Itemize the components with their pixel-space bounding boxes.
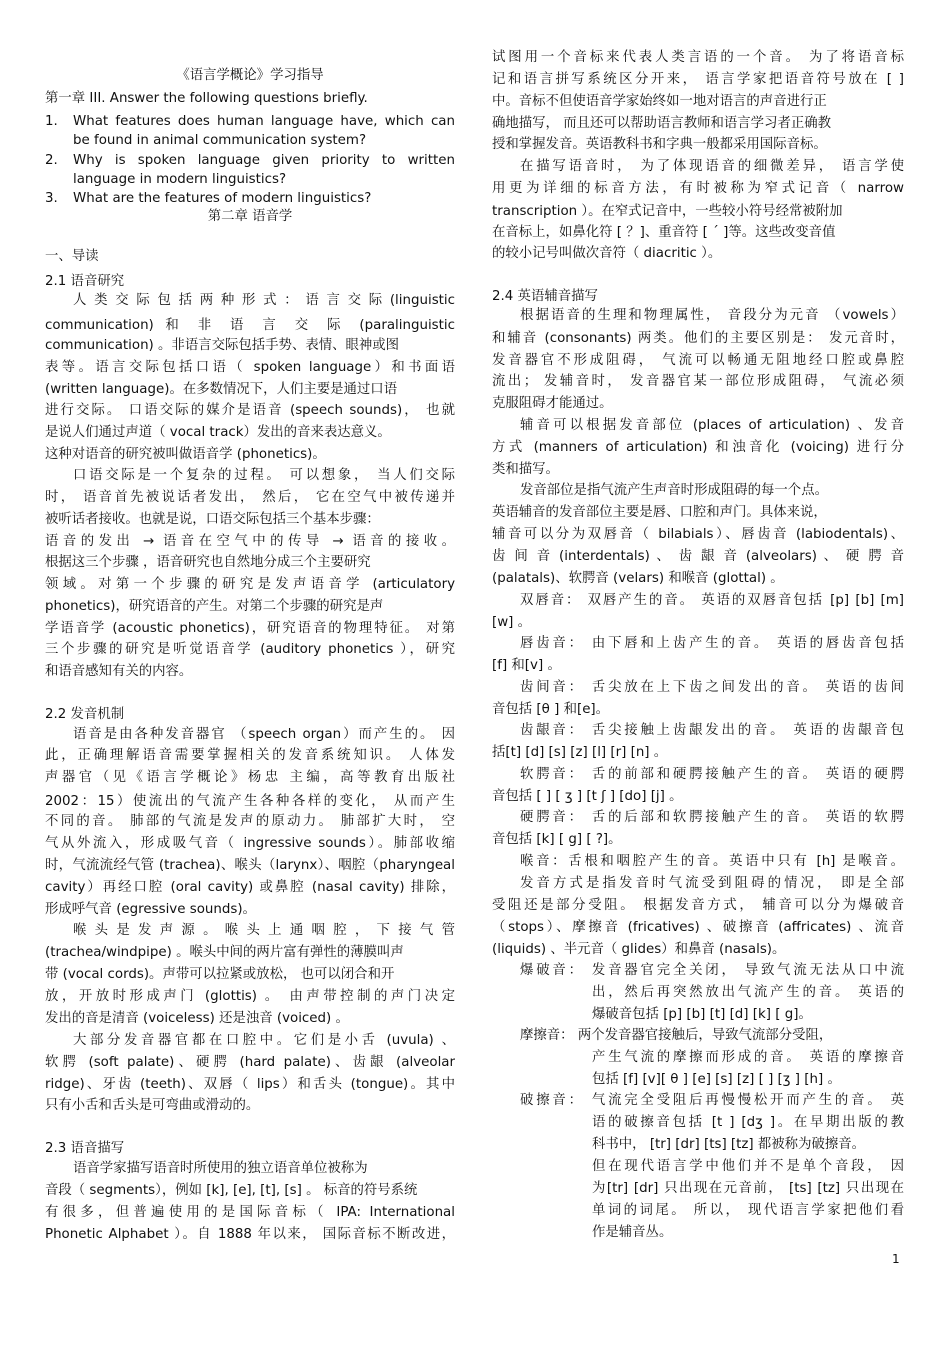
- line-text: 破擦音： 气流完全受阻后再慢慢松开而产生的音。 英: [520, 1093, 904, 1108]
- line-text: 用更为详细的标音方法，有时被称为窄式记音（ narrow: [492, 181, 904, 196]
- line-text: 表等。语言交际包括口语（ spoken language）和书面语: [45, 360, 455, 375]
- text-line: [45, 446, 455, 464]
- text-line: [45, 90, 455, 108]
- line-text: 《语言学概论》学习指导: [176, 68, 324, 83]
- line-text: 此，正确理解语音需要掌握相关的发音系统知识。 人体发: [45, 748, 455, 763]
- line-text: 括[t] [d] [s] [z] [l] [r] [n] 。: [492, 745, 668, 760]
- text-line: [492, 1136, 904, 1154]
- line-text: 学语音学 (acoustic phonetics)，研究语音的物理特征。 对第: [45, 621, 455, 636]
- line-text: 音段（ segments），例如 [k], [e], [t], [s] 。 标音的符号系统: [45, 1183, 418, 1198]
- list-number: 1.: [45, 114, 58, 129]
- text-line: [45, 1182, 455, 1200]
- text-line: [492, 701, 904, 719]
- line-text: 音包括 [θ ] 和[e]。: [492, 702, 610, 717]
- line-text: 类和描写。: [492, 462, 559, 477]
- text-line: [492, 482, 904, 500]
- page-number: 1: [892, 1252, 900, 1266]
- line-text: 摩擦音： 两个发音器官接触后，导致气流部分受阻，: [520, 1028, 833, 1043]
- text-line: [45, 663, 455, 681]
- text-line: [492, 1202, 904, 1220]
- line-text: (palatals)、软腭音 (velars) 和喉音 (glottal) 。: [492, 571, 784, 586]
- text-line: [492, 592, 904, 610]
- line-text: 齿间音： 舌尖放在上下齿之间发出的音。 英语的齿间: [520, 680, 904, 695]
- text-line: [492, 307, 904, 325]
- line-text: (trachea/windpipe) 。喉头中间的两片富有弹性的薄膜叫声: [45, 945, 404, 960]
- text-line: [45, 1032, 455, 1050]
- text-line: [45, 1160, 455, 1178]
- line-text: 发音方式是指发音时气流受到阻碍的情况， 即是全部: [520, 876, 904, 891]
- text-line: [492, 657, 904, 675]
- text-line: [45, 922, 455, 940]
- line-text: 有很多，但普遍使用的是国际音标（ IPA: International: [45, 1205, 455, 1220]
- text-line: [45, 511, 455, 529]
- line-text: 爆破音包括 [p] [b] [t] [d] [k] [ g]。: [592, 1007, 812, 1022]
- text-line: [492, 158, 904, 176]
- line-text: 人 类 交 际 包 括 两 种 形 式 ： 语 言 交 际 (linguistic: [73, 293, 455, 308]
- text-line: [492, 504, 904, 522]
- text-line: [45, 1204, 455, 1222]
- text-line: [492, 1180, 904, 1198]
- text-line: [45, 726, 455, 744]
- text-line: [492, 744, 904, 762]
- line-text: 根据语音的生理和物理属性， 音段分为元音 （vowels）: [520, 308, 904, 323]
- line-text: 和语音感知有关的内容。: [45, 664, 193, 679]
- text-line: [492, 1158, 904, 1176]
- text-line: [492, 93, 904, 111]
- line-text: Phonetic Alphabet ）。自 1888 年以来， 国际音标不断改进，: [45, 1227, 455, 1242]
- line-text: 气从外流入，形成吸气音（ ingressive sounds）。肺部收缩: [45, 836, 455, 851]
- line-text: communication) 。非语言交际包括手势、表情、眼神或图: [45, 338, 400, 353]
- line-text: 语音是由各种发音器官 （speech organ）而产生的。 因: [73, 727, 455, 742]
- line-text: 放，开放时形成声门 (glottis) 。 由声带控制的声门决定: [45, 989, 455, 1004]
- line-text: 不同的音。 肺部的气流是发声的原动力。 肺部扩大时， 空: [45, 814, 455, 829]
- text-line: [492, 809, 904, 827]
- text-line: [492, 941, 904, 959]
- line-text: 科书中， [tr] [dr] [ts] [tz] 都被称为破擦音。: [592, 1137, 866, 1152]
- text-line: [45, 554, 455, 572]
- text-line: [45, 835, 455, 853]
- text-line: [492, 288, 904, 306]
- text-line: [45, 1226, 455, 1244]
- text-line: [492, 180, 904, 198]
- line-text: 确地描写， 而且还可以帮助语言教师和语言学习者正确教: [492, 116, 832, 131]
- line-text: 试图用一个音标来代表人类言语的一个音。 为了将语音标: [492, 50, 904, 65]
- line-text: 是说人们通过声道（ vocal track）发出的音来表达意义。: [45, 425, 391, 440]
- text-line: [492, 1092, 904, 1110]
- line-text: 在描写语音时， 为了体现语音的细微差异， 语言学使: [520, 159, 904, 174]
- line-text: 发音部位是指气流产生声音时形成阻碍的每一个点。: [520, 483, 828, 498]
- line-text: 时，气流流经气管 (trachea)、喉头（larynx）、咽腔（pharyngeal: [45, 858, 455, 873]
- text-line: [492, 136, 904, 154]
- line-text: 齿龈音： 舌尖接触上齿龈发出的音。 英语的齿龈音包: [520, 723, 904, 738]
- text-line: [492, 330, 904, 348]
- text-line: [492, 203, 904, 221]
- text-line: [45, 132, 455, 150]
- text-line: [45, 317, 455, 335]
- text-line: [492, 679, 904, 697]
- line-text: 为[tr] [dr] 只出现在元音前， [ts] [tz] 只出现在: [592, 1181, 904, 1196]
- line-text: 记和语言拼写系统区分开来， 语言学家把语音符号放在 [ ]: [492, 72, 904, 87]
- text-line: [45, 620, 455, 638]
- text-line: [45, 793, 455, 811]
- line-text: 2.1 语音研究: [45, 274, 125, 289]
- line-text: (written language)。在多数情况下，人们主要是通过口语: [45, 382, 398, 397]
- line-text: transcription ）。在窄式记音中，一些较小符号经常被附加: [492, 204, 843, 219]
- text-line: [492, 352, 904, 370]
- line-text: 齿 间 音 (interdentals) 、 齿 龈 音 (alveolars) 、 硬 腭 音: [492, 549, 904, 564]
- list-number: 3.: [45, 191, 58, 206]
- text-line: [45, 576, 455, 594]
- line-text: 方式 (manners of articulation) 和浊音化 (voicing) 进行分: [492, 440, 904, 455]
- line-text: 语音学家描写语音时所使用的独立语音单位被称为: [73, 1161, 368, 1176]
- text-line: [492, 635, 904, 653]
- line-text: 2.3 语音描写: [45, 1141, 125, 1156]
- line-text: 音包括 [ ] [ ʒ ] [t ʃ ] [do] [j] 。: [492, 789, 683, 804]
- text-line: [45, 489, 455, 507]
- line-text: 喉 头 是 发 声 源 。 喉 头 上 通 咽 腔 ， 下 接 气 管: [73, 923, 455, 938]
- line-text: Why is spoken language given priority to written: [73, 153, 455, 168]
- text-line: [45, 813, 455, 831]
- line-text: (liquids) 、半元音（ glides）和鼻音 (nasals)。: [492, 942, 786, 957]
- text-line: [492, 875, 904, 893]
- line-text: 2.4 英语辅音描写: [492, 289, 598, 304]
- line-text: 中。音标不但使语音学家始终如一地对语言的声音进行正: [492, 94, 827, 109]
- text-line: [492, 373, 904, 391]
- line-text: 声器官（见《语言学概论》杨忠 主编，高等教育出版社: [45, 770, 455, 785]
- text-line: [45, 641, 455, 659]
- line-text: 口语交际是一个复杂的过程。 可以想象， 当人们交际: [73, 468, 455, 483]
- text-line: [45, 381, 455, 399]
- text-line: [492, 461, 904, 479]
- line-text: 三个步骤的研究是听觉语音学 (auditory phonetics ），研究: [45, 642, 455, 657]
- line-text: 第二章 语音学: [207, 209, 293, 224]
- text-line: [492, 1027, 904, 1045]
- line-text: 爆破音： 发音器官完全关闭， 导致气流无法从口中流: [520, 963, 904, 978]
- text-line: [45, 988, 455, 1006]
- text-line: [492, 1071, 904, 1089]
- text-line: [492, 1224, 904, 1242]
- text-line: [45, 747, 455, 765]
- text-line: [45, 598, 455, 616]
- line-text: 软腭 (soft palate)、硬腭 (hard palate)、齿龈 (alveolar: [45, 1055, 455, 1070]
- line-text: [w] 。: [492, 615, 532, 630]
- line-text: ridge)、牙齿 (teeth)、双唇（ lips）和舌头 (tongue)。其中: [45, 1077, 455, 1092]
- line-text: What are the features of modern linguistics?: [73, 191, 372, 206]
- text-line: [492, 526, 904, 544]
- line-text: 唇齿音： 由下唇和上齿产生的音。 英语的唇齿音包括: [520, 636, 904, 651]
- line-text: 出，然后再突然放出气流产生的音。 英语的: [592, 985, 904, 1000]
- text-line: [45, 1097, 455, 1115]
- text-line: [492, 548, 904, 566]
- line-text: 发出的音是清音 (voiceless) 还是浊音 (voiced) 。: [45, 1011, 349, 1026]
- line-text: 被听话者接收。也就是说，口语交际包括三个基本步骤：: [45, 512, 380, 527]
- line-text: 语的破擦音包括 [t ] [dʒ ]。在早期出版的教: [592, 1115, 904, 1130]
- line-text: What features does human language have, which can: [73, 114, 455, 129]
- line-text: （stops）、摩擦音 (fricatives) 、破擦音 (affricates) 、流音: [492, 920, 904, 935]
- text-line: [492, 1049, 904, 1067]
- text-line: [492, 395, 904, 413]
- text-line: [45, 879, 455, 897]
- line-text: 作是辅音丛。: [592, 1225, 673, 1240]
- line-text: 只有小舌和舌头是可弯曲或滑动的。: [45, 1098, 260, 1113]
- line-text: 但在现代语言学中他们并不是单个音段， 因: [592, 1159, 904, 1174]
- line-text: 根据这三个步骤 ，语音研究也自然地分成三个主要研究: [45, 555, 371, 570]
- text-line: [492, 919, 904, 937]
- text-line: [492, 245, 904, 263]
- line-text: 形成呼气音 (egressive sounds)。: [45, 902, 256, 917]
- line-text: 软腭音： 舌的前部和硬腭接触产生的音。 英语的硬腭: [520, 767, 904, 782]
- line-text: 这种对语音的研究被叫做语音学 (phonetics)。: [45, 447, 326, 462]
- text-line: [492, 224, 904, 242]
- line-text: 一、导读: [45, 249, 99, 264]
- line-text: 辅音可以根据发音部位 (places of articulation) 、发音: [520, 418, 904, 433]
- text-line: [45, 1054, 455, 1072]
- line-text: 发音器官不形成阻碍， 气流可以畅通无阻地经口腔或鼻腔: [492, 353, 904, 368]
- line-text: be found in animal communication system?: [73, 133, 367, 148]
- line-text: 进行交际。 口语交际的媒介是语音 (speech sounds)， 也就: [45, 403, 455, 418]
- line-text: 在音标上，如鼻化符 [ ？]、重音符 [ ˊ ]等。这些改变音值: [492, 225, 836, 240]
- line-text: 产生气流的摩擦而形成的音。 英语的摩擦音: [592, 1050, 904, 1065]
- text-line: [45, 944, 455, 962]
- text-line: [45, 769, 455, 787]
- text-line: [492, 1114, 904, 1132]
- text-line: [492, 1006, 904, 1024]
- text-line: [492, 766, 904, 784]
- text-line: [45, 359, 455, 377]
- text-line: [45, 1140, 455, 1158]
- text-line: [45, 190, 455, 208]
- text-line: [45, 337, 455, 355]
- text-line: [45, 467, 455, 485]
- line-text: 双唇音： 双唇产生的音。 英语的双唇音包括 [p] [b] [m]: [520, 593, 904, 608]
- line-text: 流出； 发辅音时， 发音器官某一部位形成阻碍， 气流必须: [492, 374, 904, 389]
- line-text: 硬腭音： 舌的后部和软腭接触产生的音。 英语的软腭: [520, 810, 904, 825]
- text-line: [45, 152, 455, 170]
- line-text: 大部分发音器官都在口腔中。它们是小舌 (uvula) 、: [73, 1033, 455, 1048]
- line-text: 领域。对第一个步骤的研究是发声语音学 (articulatory: [45, 577, 455, 592]
- text-line: [492, 962, 904, 980]
- text-line: [492, 984, 904, 1002]
- line-text: 带 (vocal cords)。声带可以拉紧或放松， 也可以闭合和开: [45, 967, 395, 982]
- line-text: 语音的发出 → 语音在空气中的传导 → 语音的接收。: [45, 534, 455, 549]
- line-text: 音包括 [k] [ g] [ ?]。: [492, 832, 622, 847]
- line-text: cavity）再经口腔 (oral cavity) 或鼻腔 (nasal cavity) 排除，: [45, 880, 455, 895]
- text-line: [45, 706, 455, 724]
- line-text: 辅音可以分为双唇音（ bilabials）、唇齿音 (labiodentals)、: [492, 527, 904, 542]
- line-text: phonetics)，研究语音的产生。对第二个步骤的研究是声: [45, 599, 384, 614]
- text-line: [45, 1010, 455, 1028]
- text-line: [492, 570, 904, 588]
- text-line: [45, 966, 455, 984]
- line-text: communication) 和 非 语 言 交 际 (paralinguistic: [45, 318, 455, 333]
- line-text: 时， 语音首先被说话者发出， 然后， 它在空气中被传递并: [45, 490, 455, 505]
- text-line: [45, 533, 455, 551]
- text-line: [45, 402, 455, 420]
- text-line: [45, 273, 455, 291]
- text-line: [492, 614, 904, 632]
- text-line: [45, 857, 455, 875]
- line-text: 包括 [f] [v][ θ ] [e] [s] [z] [ ] [ʒ ] [h] 。: [592, 1072, 841, 1087]
- text-line: [45, 901, 455, 919]
- text-line: [492, 722, 904, 740]
- line-text: language in modern linguistics?: [73, 172, 287, 187]
- text-line: [492, 853, 904, 871]
- line-text: [f] 和[v] 。: [492, 658, 561, 673]
- text-line: [492, 788, 904, 806]
- text-line: [45, 248, 455, 266]
- text-line: [45, 67, 455, 85]
- text-line: [492, 417, 904, 435]
- text-line: [45, 113, 455, 131]
- text-line: [45, 1076, 455, 1094]
- line-text: 2.2 发音机制: [45, 707, 125, 722]
- line-text: 2002：15）使流出的气流产生各种各样的变化， 从而产生: [45, 794, 455, 809]
- text-line: [45, 424, 455, 442]
- line-text: 克服阻碍才能通过。: [492, 396, 613, 411]
- line-text: 喉音：舌根和咽腔产生的音。英语中只有 [h] 是喉音。: [520, 854, 904, 869]
- text-line: [45, 171, 455, 189]
- text-line: [492, 439, 904, 457]
- text-line: [45, 208, 455, 226]
- text-line: [492, 831, 904, 849]
- line-text: 单词的词尾。 所以， 现代语言学家把他们看: [592, 1203, 904, 1218]
- text-line: [492, 49, 904, 67]
- text-line: [492, 71, 904, 89]
- text-line: [45, 292, 455, 310]
- line-text: 第一章 III. Answer the following questions briefly.: [45, 91, 368, 106]
- line-text: 英语辅音的发音部位主要是唇、口腔和声门。具体来说，: [492, 505, 827, 520]
- line-text: 的较小记号叫做次音符（ diacritic ）。: [492, 246, 722, 261]
- line-text: 和辅音 (consonants) 两类。他们的主要区别是： 发元音时，: [492, 331, 904, 346]
- text-line: [492, 115, 904, 133]
- line-text: 授和掌握发音。英语教科书和字典一般都采用国际音标。: [492, 137, 827, 152]
- text-line: [492, 897, 904, 915]
- line-text: 受阻还是部分受阻。 根据发音方式， 辅音可以分为爆破音: [492, 898, 904, 913]
- list-number: 2.: [45, 153, 58, 168]
